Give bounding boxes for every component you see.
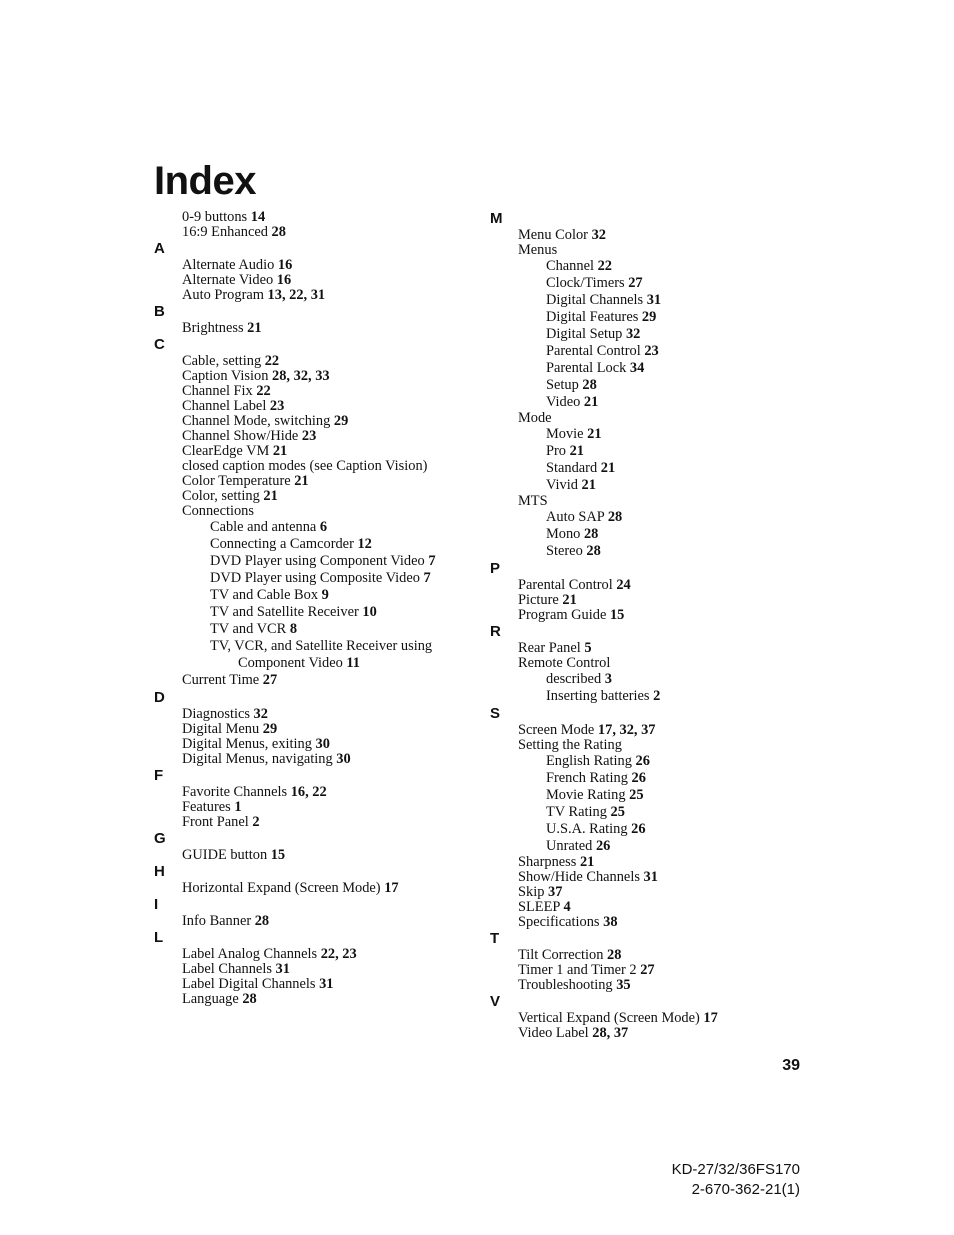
index-entry	[490, 608, 820, 623]
index-entry	[490, 671, 820, 688]
index-entry	[154, 604, 484, 621]
index-page-refs: 8	[289, 621, 298, 637]
index-entry	[154, 815, 484, 830]
page-title: Index	[154, 159, 256, 203]
index-letter-heading: I	[154, 896, 159, 913]
index-entry	[490, 343, 820, 360]
index-entry	[490, 228, 820, 243]
index-page-refs: 21	[263, 488, 278, 504]
index-entry	[154, 536, 484, 553]
index-term: Connecting a Camcorder	[210, 536, 358, 552]
index-entry	[490, 309, 820, 326]
index-page-refs: 34	[629, 360, 645, 376]
index-term: Parental Control	[518, 577, 617, 593]
index-term: Current Time	[182, 672, 263, 688]
index-page-refs: 21	[600, 460, 616, 476]
index-page-refs: 31	[643, 869, 658, 885]
index-entry	[154, 504, 484, 519]
index-term: Mode	[518, 410, 552, 426]
index-entry	[154, 210, 484, 225]
index-term: Connections	[182, 503, 254, 519]
index-term: TV Rating	[546, 804, 611, 820]
index-term: English Rating	[546, 753, 636, 769]
index-entry	[154, 489, 484, 504]
index-entry	[490, 900, 820, 915]
index-term: U.S.A. Rating	[546, 821, 632, 837]
index-term: Specifications	[518, 914, 604, 930]
index-term: Menu Color	[518, 227, 592, 243]
index-entry	[154, 707, 484, 722]
index-letter-heading: C	[154, 336, 165, 353]
index-page-refs: 21	[583, 394, 599, 410]
index-page-refs: 26	[595, 838, 611, 854]
index-entry	[490, 656, 820, 671]
page-number: 39	[782, 1057, 800, 1074]
index-page-refs: 2	[252, 814, 260, 830]
index-page-refs: 30	[336, 751, 351, 767]
index-entry	[490, 1011, 820, 1026]
index-entry	[490, 292, 820, 309]
index-page-refs: 26	[635, 753, 650, 769]
index-letter-heading: F	[154, 767, 164, 784]
index-page-refs: 26	[631, 770, 646, 786]
model-number: KD-27/32/36FS170	[671, 1161, 800, 1178]
index-term: Alternate Video	[182, 272, 277, 288]
index-page-refs: 22	[256, 383, 271, 399]
index-term: Auto Program	[182, 287, 268, 303]
index-term: 0-9 buttons	[182, 209, 251, 225]
index-page-refs: 31	[646, 292, 662, 308]
index-term: Channel Show/Hide	[182, 428, 302, 444]
index-term: Channel Label	[182, 398, 270, 414]
index-entry	[490, 326, 820, 343]
index-entry	[154, 962, 484, 977]
index-page-refs: 32	[253, 706, 268, 722]
index-page-refs: 1	[234, 799, 242, 815]
index-entry	[154, 737, 484, 752]
index-term: DVD Player using Component Video	[210, 553, 429, 569]
index-term: Setting the Rating	[518, 737, 622, 753]
index-entry	[154, 947, 484, 962]
index-page-refs: 27	[628, 275, 643, 291]
index-term: ClearEdge VM	[182, 443, 273, 459]
index-entry	[490, 426, 820, 443]
index-page-refs: 32	[591, 227, 606, 243]
index-term: described	[546, 671, 605, 687]
index-entry	[154, 881, 484, 896]
index-entry	[490, 885, 820, 900]
index-page-refs: 25	[629, 787, 644, 803]
index-term: Digital Menus, navigating	[182, 751, 337, 767]
index-term: French Rating	[546, 770, 632, 786]
index-term: Parental Lock	[546, 360, 630, 376]
index-page-refs: 15	[270, 847, 286, 863]
index-page-refs: 17	[703, 1010, 718, 1026]
index-entry	[154, 672, 484, 689]
index-page-refs: 3	[604, 671, 612, 687]
index-term: Alternate Audio	[182, 257, 278, 273]
index-page-refs: 21	[247, 320, 262, 336]
index-term: TV, VCR, and Satellite Receiver using	[210, 638, 433, 654]
index-page-refs: 24	[616, 577, 631, 593]
index-entry	[154, 800, 484, 815]
index-entry	[490, 978, 820, 993]
index-letter-heading: B	[154, 303, 165, 320]
index-term: Features	[182, 799, 235, 815]
index-column-right	[490, 210, 820, 1041]
index-term: Standard	[546, 460, 601, 476]
index-term: Channel Fix	[182, 383, 257, 399]
index-term: Program Guide	[518, 607, 610, 623]
index-term: Troubleshooting	[518, 977, 617, 993]
index-entry	[154, 384, 484, 399]
index-page-refs: 21	[579, 854, 595, 870]
index-term: Movie	[546, 426, 588, 442]
index-page-refs: 28, 37	[592, 1025, 629, 1041]
index-term: Screen Mode	[518, 722, 598, 738]
index-entry	[490, 787, 820, 804]
index-page-refs: 28	[583, 526, 599, 542]
index-term: Vertical Expand (Screen Mode)	[518, 1010, 704, 1026]
index-term: Sharpness	[518, 854, 580, 870]
index-page-refs: 6	[319, 519, 328, 535]
index-entry	[154, 225, 484, 240]
index-term: Stereo	[546, 543, 587, 559]
index-entry	[154, 258, 484, 273]
index-entry	[490, 641, 820, 656]
index-page-refs: 32	[625, 326, 641, 342]
index-term: Inserting batteries	[546, 688, 654, 704]
index-entry	[154, 992, 484, 1007]
index-page-refs: 16	[277, 257, 293, 273]
index-page-refs: 4	[563, 899, 571, 915]
index-letter-heading: S	[490, 705, 501, 722]
index-entry	[490, 963, 820, 978]
index-page-refs: 21	[272, 443, 288, 459]
index-entry	[490, 1026, 820, 1041]
index-page-refs: 28	[607, 509, 623, 525]
index-page-refs: 27	[262, 672, 278, 688]
index-term: Unrated	[546, 838, 596, 854]
index-term: Label Analog Channels	[182, 946, 321, 962]
index-term: Digital Menus, exiting	[182, 736, 316, 752]
index-term: Setup	[546, 377, 583, 393]
index-page-refs: 2	[653, 688, 661, 704]
index-term: Movie Rating	[546, 787, 630, 803]
index-term: 16:9 Enhanced	[182, 224, 272, 240]
index-entry	[490, 377, 820, 394]
index-page-refs: 9	[321, 587, 329, 603]
model-info	[672, 1160, 800, 1200]
index-page-refs: 23	[301, 428, 317, 444]
index-entry	[490, 494, 820, 509]
index-page-refs: 7	[423, 570, 431, 586]
part-number: 2-670-362-21(1)	[691, 1181, 800, 1198]
index-entry	[154, 570, 484, 587]
index-entry	[490, 855, 820, 870]
index-entry	[154, 288, 484, 303]
index-entry	[154, 354, 484, 369]
index-page-refs: 37	[548, 884, 563, 900]
index-entry	[490, 915, 820, 930]
index-entry	[154, 321, 484, 336]
index-entry	[154, 848, 484, 863]
index-term: Favorite Channels	[182, 784, 291, 800]
index-entry	[490, 509, 820, 526]
index-entry	[154, 914, 484, 929]
index-entry	[490, 258, 820, 275]
index-page-refs: 25	[610, 804, 625, 820]
index-entry	[490, 477, 820, 494]
index-page-refs: 28	[242, 991, 257, 1007]
index-letter-heading: A	[154, 240, 165, 257]
index-term: Color, setting	[182, 488, 264, 504]
index-page-refs: 21	[294, 473, 309, 489]
index-page-refs: 5	[584, 640, 592, 656]
index-page-refs: 22, 23	[320, 946, 357, 962]
index-entry	[490, 821, 820, 838]
index-page-refs: 28	[586, 543, 601, 559]
index-letter-heading: V	[490, 993, 501, 1010]
index-page-refs: 28	[607, 947, 622, 963]
index-entry	[154, 752, 484, 767]
index-term: Parental Control	[546, 343, 645, 359]
index-letter-heading: L	[154, 929, 164, 946]
index-entry	[490, 360, 820, 377]
index-term: Timer 1 and Timer 2	[518, 962, 641, 978]
index-entry	[490, 460, 820, 477]
index-term: Brightness	[182, 320, 248, 336]
index-entry	[490, 526, 820, 543]
index-term: GUIDE button	[182, 847, 271, 863]
index-entry	[154, 399, 484, 414]
index-letter-heading: R	[490, 623, 501, 640]
index-page-refs: 29	[641, 309, 657, 325]
index-letter-heading: D	[154, 689, 165, 706]
index-entry	[490, 723, 820, 738]
index-page-refs: 27	[640, 962, 655, 978]
index-term: Pro	[546, 443, 570, 459]
index-page-refs: 31	[319, 976, 334, 992]
index-term: Remote Control	[518, 655, 611, 671]
index-page-refs: 21	[569, 443, 584, 459]
index-term: Horizontal Expand (Screen Mode)	[182, 880, 385, 896]
index-page-refs: 26	[631, 821, 646, 837]
index-term: Digital Setup	[546, 326, 626, 342]
index-term: Cable, setting	[182, 353, 265, 369]
index-entry	[490, 948, 820, 963]
index-term: DVD Player using Composite Video	[210, 570, 424, 586]
index-term: Vivid	[546, 477, 582, 493]
index-entry	[490, 578, 820, 593]
index-term: Language	[182, 991, 243, 1007]
index-page-refs: 21	[587, 426, 602, 442]
index-term: TV and Satellite Receiver	[210, 604, 363, 620]
index-term: closed caption modes (see Caption Vision)	[182, 458, 428, 474]
index-page-refs: 21	[581, 477, 596, 493]
index-term: Video	[546, 394, 584, 410]
index-term: TV and Cable Box	[210, 587, 322, 603]
index-term: Component Video	[238, 655, 347, 671]
index-letter-heading: T	[490, 930, 500, 947]
index-term: Digital Channels	[546, 292, 647, 308]
index-entry	[490, 753, 820, 770]
index-term: Cable and antenna	[210, 519, 320, 535]
index-entry	[490, 443, 820, 460]
index-letter-heading: H	[154, 863, 165, 880]
index-page-refs: 38	[603, 914, 618, 930]
index-page-refs: 28	[582, 377, 597, 393]
index-entry	[490, 275, 820, 292]
index-entry	[154, 459, 484, 474]
index-entry	[154, 553, 484, 570]
index-entry	[154, 414, 484, 429]
index-term: Channel	[546, 258, 598, 274]
index-entry	[154, 587, 484, 604]
index-page-refs: 16	[276, 272, 292, 288]
index-term: Front Panel	[182, 814, 253, 830]
index-term: Label Digital Channels	[182, 976, 320, 992]
index-entry	[154, 785, 484, 800]
index-page-refs: 14	[250, 209, 266, 225]
index-page-refs: 13, 22, 31	[267, 287, 326, 303]
index-column-left	[154, 210, 484, 1007]
index-entry	[154, 621, 484, 638]
index-page-refs: 23	[269, 398, 285, 414]
index-page-refs: 23	[644, 343, 659, 359]
index-term: Clock/Timers	[546, 275, 629, 291]
index-term: TV and VCR	[210, 621, 290, 637]
index-term: Label Channels	[182, 961, 276, 977]
index-entry	[490, 738, 820, 753]
index-term: Rear Panel	[518, 640, 585, 656]
index-entry	[154, 722, 484, 737]
index-entry	[154, 444, 484, 459]
index-entry	[490, 411, 820, 426]
index-page-refs: 15	[609, 607, 625, 623]
index-page-refs: 16, 22	[290, 784, 327, 800]
index-page-refs: 29	[333, 413, 349, 429]
index-page-refs: 17	[384, 880, 399, 896]
index-term: Caption Vision	[182, 368, 273, 384]
index-page-refs: 21	[562, 592, 577, 608]
index-page-refs: 35	[616, 977, 631, 993]
index-entry	[154, 474, 484, 489]
index-term: MTS	[518, 493, 548, 509]
index-term: Info Banner	[182, 913, 255, 929]
index-entry	[154, 655, 484, 672]
index-page-refs: 29	[262, 721, 278, 737]
index-term: Diagnostics	[182, 706, 254, 722]
index-term: Picture	[518, 592, 563, 608]
index-entry	[490, 543, 820, 560]
index-term: Show/Hide Channels	[518, 869, 644, 885]
index-page-refs: 12	[357, 536, 372, 552]
index-entry	[154, 273, 484, 288]
index-page-refs: 10	[362, 604, 377, 620]
index-entry	[490, 804, 820, 821]
index-term: Tilt Correction	[518, 947, 608, 963]
index-page-refs: 28	[254, 913, 270, 929]
index-term: Channel Mode, switching	[182, 413, 334, 429]
index-term: Menus	[518, 242, 558, 258]
index-page-refs: 11	[346, 655, 361, 671]
index-term: Auto SAP	[546, 509, 608, 525]
index-letter-heading: G	[154, 830, 166, 847]
index-term: Digital Menu	[182, 721, 263, 737]
index-page-refs: 17, 32, 37	[597, 722, 656, 738]
index-page-refs: 22	[264, 353, 280, 369]
index-letter-heading: M	[490, 210, 503, 227]
index-entry	[490, 870, 820, 885]
index-entry	[154, 638, 484, 655]
index-entry	[490, 394, 820, 411]
index-page-refs: 28	[271, 224, 286, 240]
index-entry	[154, 977, 484, 992]
index-page-refs: 28, 32, 33	[272, 368, 330, 384]
index-page-refs: 31	[275, 961, 290, 977]
index-entry	[490, 593, 820, 608]
index-letter-heading: P	[490, 560, 501, 577]
index-entry	[154, 519, 484, 536]
index-term: SLEEP	[518, 899, 564, 915]
index-page-refs: 30	[315, 736, 330, 752]
index-term: Mono	[546, 526, 584, 542]
index-page-refs: 7	[428, 553, 436, 569]
index-entry	[154, 429, 484, 444]
index-term: Digital Features	[546, 309, 642, 325]
index-page-refs: 22	[597, 258, 612, 274]
index-term: Skip	[518, 884, 548, 900]
index-entry	[490, 688, 820, 705]
index-term: Video Label	[518, 1025, 593, 1041]
index-term: Color Temperature	[182, 473, 295, 489]
index-entry	[490, 770, 820, 787]
index-entry	[154, 369, 484, 384]
index-entry	[490, 243, 820, 258]
index-entry	[490, 838, 820, 855]
